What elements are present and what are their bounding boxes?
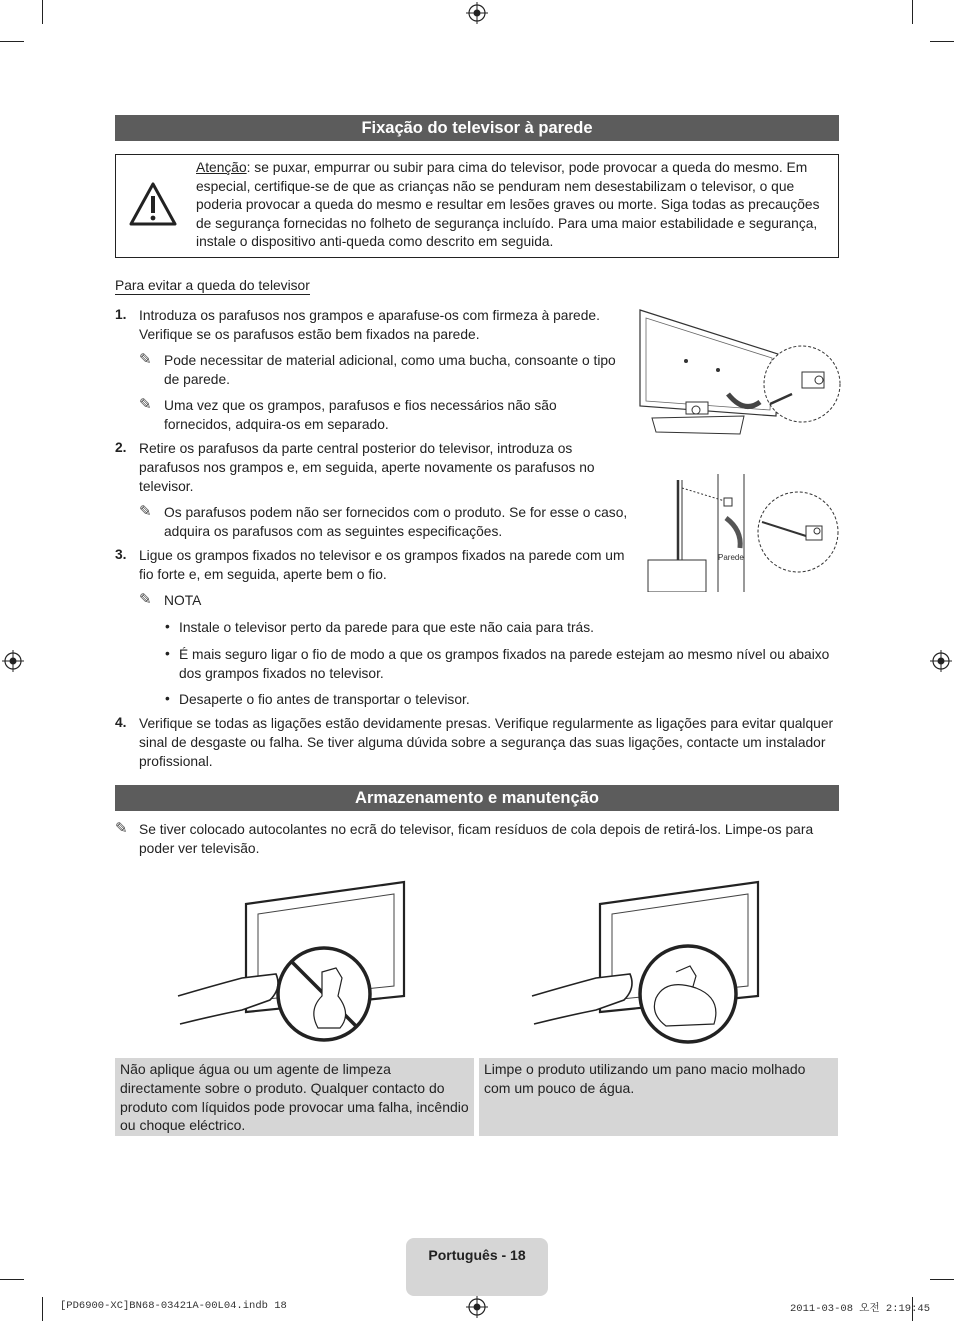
step-1-note-1: Pode necessitar de material adicional, como uma bucha, consoante o tipo de parede. xyxy=(164,353,616,387)
section-title-wall-mount: Fixação do televisor à parede xyxy=(115,115,839,141)
note-pencil-icon: ✎ xyxy=(139,591,152,608)
bullet-icon: • xyxy=(165,691,170,706)
bullet-icon: • xyxy=(165,646,170,661)
crop-mark xyxy=(0,1279,24,1280)
nota-bullet-3: Desaperte o fio antes de transportar o televisor. xyxy=(179,692,470,707)
step-number: 2. xyxy=(115,440,127,455)
nota-bullet-2: É mais seguro ligar o fio de modo a que os grampos fixados na parede estejam ao mesmo nível ou abaixo dos grampos fixados no televisor. xyxy=(179,647,830,681)
caption-dont-spray: Não aplique água ou um agente de limpeza directamente sobre o produto. Qualquer contacto do produto com líquidos pode provocar uma falha, incêndio ou choque eléctrico. xyxy=(115,1058,474,1136)
crop-mark xyxy=(42,0,43,24)
registration-mark-icon xyxy=(2,650,24,672)
caption-soft-cloth: Limpe o produto utilizando um pano macio molhado com um pouco de água. xyxy=(479,1058,838,1136)
warning-box xyxy=(115,154,839,258)
nota-bullet-1: Instale o televisor perto da parede para que este não caia para trás. xyxy=(179,620,594,635)
wall-label: Parede xyxy=(718,553,744,562)
bullet-icon: • xyxy=(165,619,170,634)
no-spray-illustration xyxy=(172,878,412,1048)
subheading-prevent-fall: Para evitar a queda do televisor xyxy=(115,278,310,293)
nota-label: NOTA xyxy=(164,593,202,608)
step-number: 4. xyxy=(115,715,127,730)
crop-mark xyxy=(42,1297,43,1321)
step-3-text: Ligue os grampos fixados no televisor e os grampos fixados na parede com um fio forte e, em seguida, aperte bem o fio. xyxy=(139,548,625,582)
note-pencil-icon: ✎ xyxy=(139,351,152,368)
step-2-text: Retire os parafusos da parte central posterior do televisor, introduza os parafusos nos grampos e, em seguida, aperte novamente os parafusos no televisor. xyxy=(139,441,595,494)
crop-mark xyxy=(912,0,913,24)
registration-mark-icon xyxy=(466,2,488,24)
footer-file-info: [PD6900-XC]BN68-03421A-00L04.indb 18 xyxy=(60,1300,287,1312)
step-1-note-2: Uma vez que os grampos, parafusos e fios necessários não são fornecidos, adquira-os em separado. xyxy=(164,398,557,432)
soft-cloth-illustration xyxy=(526,878,766,1048)
step-1-text: Introduza os parafusos nos grampos e aparafuse-os com firmeza à parede. Verifique se os parafusos estão bem fixados na parede. xyxy=(139,308,600,342)
tv-bracket-illustration xyxy=(636,306,842,440)
crop-mark xyxy=(930,1279,954,1280)
storage-note: Se tiver colocado autocolantes no ecrã do televisor, ficam resíduos de cola depois de retirá-los. Limpe-os para poder ver televisão. xyxy=(139,822,814,856)
crop-mark xyxy=(0,41,24,42)
step-number: 1. xyxy=(115,307,127,322)
footer-timestamp: 2011-03-08 오전 2:19:45 xyxy=(790,1303,931,1315)
registration-mark-icon xyxy=(466,1296,488,1318)
note-pencil-icon: ✎ xyxy=(139,503,152,520)
note-pencil-icon: ✎ xyxy=(139,396,152,413)
warning-triangle-icon xyxy=(128,181,178,227)
warning-body: : se puxar, empurrar ou subir para cima do televisor, pode provocar a queda do mesmo. Em especial, certifique-se de que as crianças não se penduram nem desestabilizam o televisor, o que poderia provocar a queda do mesmo e resultar em lesões graves ou morte. Siga todas as precauções de segurança fornecidas no folheto de segurança incluído. Para uma maior estabilidade e segurança, instale o dispositivo anti-queda como descrito em seguida. xyxy=(196,160,820,250)
page-number-tab: Português - 18 xyxy=(406,1238,548,1296)
warning-text xyxy=(196,159,826,252)
step-2-note-1: Os parafusos podem não ser fornecidos com o produto. Se for esse o caso, adquira os parafusos com as seguintes especificações. xyxy=(164,505,628,539)
registration-mark-icon xyxy=(930,650,952,672)
step-4-text: Verifique se todas as ligações estão devidamente presas. Verifique regularmente as ligações para evitar qualquer sinal de desgaste ou falha. Se tiver alguma dúvida sobre a segurança das suas ligações, contacte um instalador profissional. xyxy=(139,716,834,769)
step-number: 3. xyxy=(115,547,127,562)
note-pencil-icon: ✎ xyxy=(115,820,128,837)
section-title-storage: Armazenamento e manutenção xyxy=(115,785,839,811)
crop-mark xyxy=(930,41,954,42)
warning-label: Atenção xyxy=(196,160,247,175)
tv-wall-wire-illustration xyxy=(646,474,842,592)
